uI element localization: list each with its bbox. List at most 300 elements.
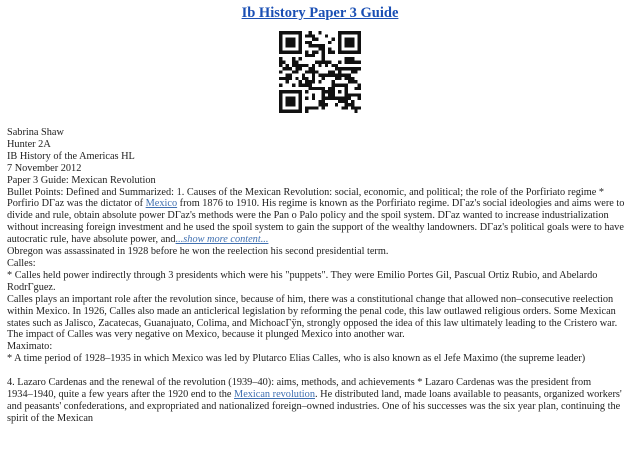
qr-module (279, 41, 282, 44)
qr-module (351, 51, 354, 54)
qr-module (351, 100, 354, 103)
qr-module (292, 44, 295, 47)
qr-module (279, 83, 282, 86)
qr-module (315, 106, 318, 109)
qr-module (348, 57, 351, 60)
qr-module (318, 100, 321, 103)
text-line: The impact of Calles was very negative on Mexico, because it plunged Mexico into another war. (7, 329, 405, 341)
qr-module (299, 100, 302, 103)
qr-module (299, 90, 302, 93)
qr-module (358, 87, 361, 90)
qr-module (312, 106, 315, 109)
qr-module (302, 77, 305, 80)
qr-module (305, 106, 308, 109)
qr-module (312, 64, 315, 67)
qr-module (358, 67, 361, 70)
qr-module (279, 97, 282, 100)
qr-module (358, 51, 361, 54)
qr-module (312, 34, 315, 37)
qr-module (302, 64, 305, 67)
qr-module (345, 100, 348, 103)
qr-module (302, 74, 305, 77)
qr-module (331, 74, 334, 77)
qr-module (351, 44, 354, 47)
qr-module (299, 41, 302, 44)
qr-module (325, 34, 328, 37)
qr-module (318, 74, 321, 77)
qr-module (335, 97, 338, 100)
qr-module (358, 31, 361, 34)
qr-module (322, 74, 325, 77)
qr-module (322, 90, 325, 93)
qr-module (295, 77, 298, 80)
qr-module (338, 70, 341, 73)
qr-module (341, 97, 344, 100)
qr-module (338, 83, 341, 86)
text-line: without increasing foreign investment and he used the spoil system to gain the support of the wealthy landowners. DΓaz's political goals were to have (7, 222, 624, 234)
qr-module (322, 47, 325, 50)
text-line: divide and rule, obtain absolute power DΓaz's methods were the Pan o Palo policy and the spoil system. DΓaz wanted to increase industrialization (7, 210, 609, 222)
qr-module (299, 103, 302, 106)
qr-module (292, 38, 295, 41)
qr-module (345, 77, 348, 80)
qr-module (328, 70, 331, 73)
qr-module (338, 77, 341, 80)
text-line: * A time period of 1928–1935 in which Mexico was led by Plutarco Elias Calles, who is also known as el Jefe Maximo (the supreme leader) (7, 353, 586, 365)
qr-module (305, 41, 308, 44)
qr-module (348, 77, 351, 80)
qr-module (348, 44, 351, 47)
qr-module (299, 64, 302, 67)
qr-module (322, 87, 325, 90)
qr-module (354, 80, 357, 83)
qr-module (279, 77, 282, 80)
qr-module (331, 83, 334, 86)
qr-module (358, 44, 361, 47)
qr-module (289, 51, 292, 54)
qr-module (318, 87, 321, 90)
qr-module (279, 34, 282, 37)
qr-module (338, 67, 341, 70)
qr-module (348, 51, 351, 54)
qr-module (292, 100, 295, 103)
qr-module (279, 57, 282, 60)
qr-module (305, 83, 308, 86)
qr-module (292, 31, 295, 34)
qr-module (331, 93, 334, 96)
qr-module (309, 54, 312, 57)
qr-module (325, 90, 328, 93)
qr-module (305, 70, 308, 73)
text-line: Porfirio DΓaz was the dictator of Mexico from 1876 to 1910. His regime is known as the Porfiriato regime. DΓaz's social ideologies and aims were to (7, 198, 625, 210)
qr-module (351, 106, 354, 109)
qr-module (348, 41, 351, 44)
qr-module (335, 83, 338, 86)
qr-module (282, 31, 285, 34)
qr-module (305, 80, 308, 83)
qr-module (351, 103, 354, 106)
qr-module (325, 61, 328, 64)
qr-module (279, 100, 282, 103)
qr-module (341, 31, 344, 34)
qr-module (302, 83, 305, 86)
text-line: states such as Jalisco, Zacatecas, Guanajuato, Colima, and MichoacΓÿn, strongly opposed the idea of this law ultimately leading to the Cristero war. (7, 317, 618, 329)
qr-module (286, 38, 289, 41)
qr-module (338, 61, 341, 64)
qr-module (322, 103, 325, 106)
qr-module (322, 100, 325, 103)
qr-module (325, 103, 328, 106)
qr-module (305, 64, 308, 67)
qr-module (305, 90, 308, 93)
course-line: IB History of the Americas HL (7, 150, 135, 162)
essay-heading: Paper 3 Guide: Mexican Revolution (7, 174, 156, 186)
qr-module (312, 70, 315, 73)
qr-module (292, 97, 295, 100)
qr-module (295, 31, 298, 34)
qr-module (295, 90, 298, 93)
qr-module (292, 57, 295, 60)
qr-module (279, 44, 282, 47)
qr-module (309, 83, 312, 86)
qr-module (328, 47, 331, 50)
qr-module (292, 51, 295, 54)
qr-module (282, 77, 285, 80)
qr-module (289, 41, 292, 44)
qr-module (358, 61, 361, 64)
qr-module (289, 31, 292, 34)
qr-module (322, 93, 325, 96)
qr-module (331, 70, 334, 73)
qr-module (354, 61, 357, 64)
qr-module (338, 90, 341, 93)
qr-module (279, 51, 282, 54)
title-link[interactable]: Ib History Paper 3 Guide (241, 5, 399, 21)
qr-module (299, 38, 302, 41)
qr-module (335, 77, 338, 80)
text-line: spirit of the Mexican (7, 412, 94, 424)
qr-module (286, 110, 289, 113)
qr-module (345, 41, 348, 44)
qr-module (341, 74, 344, 77)
qr-module (292, 83, 295, 86)
author-line: Sabrina Shaw (7, 127, 64, 138)
qr-module (312, 74, 315, 77)
qr-module (312, 67, 315, 70)
qr-module (322, 51, 325, 54)
qr-module (354, 70, 357, 73)
qr-module (289, 44, 292, 47)
qr-module (341, 67, 344, 70)
qr-module (286, 100, 289, 103)
qr-module (338, 44, 341, 47)
qr-module (282, 110, 285, 113)
qr-module (292, 64, 295, 67)
qr-module (341, 106, 344, 109)
qr-module (338, 97, 341, 100)
qr-module (299, 57, 302, 60)
qr-module (348, 31, 351, 34)
qr-module (299, 97, 302, 100)
qr-module (328, 61, 331, 64)
qr-module (351, 70, 354, 73)
qr-module (345, 97, 348, 100)
qr-module (295, 61, 298, 64)
qr-module (348, 38, 351, 41)
qr-module (292, 70, 295, 73)
qr-module (345, 67, 348, 70)
qr-module (351, 93, 354, 96)
text-line: Obregon was assassinated in 1928 before he won the reelection his second presidential term. (7, 246, 389, 258)
qr-module (322, 97, 325, 100)
qr-module (286, 74, 289, 77)
qr-module (315, 51, 318, 54)
qr-code-icon (279, 31, 361, 113)
qr-module (345, 31, 348, 34)
qr-module (315, 87, 318, 90)
qr-module (289, 38, 292, 41)
qr-module (299, 67, 302, 70)
qr-module (286, 77, 289, 80)
qr-module (279, 110, 282, 113)
qr-module (358, 97, 361, 100)
qr-module (341, 100, 344, 103)
qr-module (348, 93, 351, 96)
qr-module (295, 67, 298, 70)
qr-module (338, 38, 341, 41)
qr-module (289, 97, 292, 100)
qr-module (292, 103, 295, 106)
qr-module (289, 100, 292, 103)
qr-module (331, 97, 334, 100)
qr-module (309, 44, 312, 47)
qr-module (318, 61, 321, 64)
text-line: 1934–1940, quite a few years after the 1920 end to the Mexican revolution. He distributed land, made loans available to peasants, organized workers' (7, 388, 622, 400)
qr-module (328, 51, 331, 54)
qr-module (345, 44, 348, 47)
qr-module (289, 74, 292, 77)
qr-module (309, 106, 312, 109)
qr-module (312, 77, 315, 80)
qr-module (328, 90, 331, 93)
qr-module (341, 51, 344, 54)
mexico-link[interactable]: Mexico (145, 198, 178, 210)
qr-module (351, 77, 354, 80)
qr-module (309, 41, 312, 44)
qr-module (295, 64, 298, 67)
qr-module (286, 51, 289, 54)
qr-module (318, 44, 321, 47)
qr-module (305, 34, 308, 37)
qr-module (286, 41, 289, 44)
qr-module (322, 54, 325, 57)
qr-module (335, 67, 338, 70)
qr-module (345, 61, 348, 64)
paragraph-gap (7, 365, 635, 377)
qr-module (345, 83, 348, 86)
qr-module (299, 106, 302, 109)
qr-module (358, 106, 361, 109)
qr-module (358, 93, 361, 96)
qr-module (305, 110, 308, 113)
qr-module (354, 93, 357, 96)
qr-module (348, 74, 351, 77)
qr-module (292, 90, 295, 93)
qr-module (328, 87, 331, 90)
qr-module (286, 97, 289, 100)
qr-module (279, 70, 282, 73)
qr-module (286, 103, 289, 106)
qr-module (338, 34, 341, 37)
qr-module (322, 77, 325, 80)
qr-module (315, 38, 318, 41)
text-line: Bullet Points: Defined and Summarized: 1. Causes of the Mexican Revolution: social, economic, and political; the role of the Porfiriato regime * (7, 186, 605, 198)
qr-module (351, 41, 354, 44)
qr-module (345, 90, 348, 93)
qr-module (299, 51, 302, 54)
qr-module (335, 64, 338, 67)
qr-module (318, 64, 321, 67)
qr-module (331, 38, 334, 41)
qr-module (331, 87, 334, 90)
qr-module (312, 54, 315, 57)
mexican-revolution-link[interactable]: Mexican revolution (234, 388, 315, 400)
qr-module (322, 57, 325, 60)
qr-module (318, 31, 321, 34)
qr-module (338, 100, 341, 103)
qr-module (299, 44, 302, 47)
qr-module (299, 110, 302, 113)
qr-module (338, 41, 341, 44)
show-more-link[interactable]: ...show more content... (175, 234, 269, 246)
qr-module (354, 87, 357, 90)
qr-module (299, 93, 302, 96)
qr-module (286, 44, 289, 47)
qr-module (331, 64, 334, 67)
qr-module (299, 47, 302, 50)
qr-module (289, 90, 292, 93)
text-line: within Mexico. In 1926, Calles also made an anticlerical legislation by reforming the penal code, this law outlawed religious orders. Some Mexican (7, 305, 616, 317)
qr-module (279, 38, 282, 41)
qr-module (289, 67, 292, 70)
qr-module (328, 74, 331, 77)
text-line: autocratic rule, have absolute power, and...show more content... (7, 234, 269, 246)
qr-module (345, 103, 348, 106)
qr-module (309, 31, 312, 34)
qr-module (338, 31, 341, 34)
qr-module (286, 31, 289, 34)
qr-module (318, 80, 321, 83)
qr-module (348, 103, 351, 106)
qr-module (328, 97, 331, 100)
qr-module (345, 93, 348, 96)
qr-module (289, 103, 292, 106)
qr-module (312, 38, 315, 41)
qr-module (358, 38, 361, 41)
qr-module (279, 31, 282, 34)
qr-module (289, 110, 292, 113)
text-line: RodrΓguez. (7, 281, 56, 293)
qr-module (295, 110, 298, 113)
qr-module (299, 31, 302, 34)
qr-module (282, 67, 285, 70)
qr-module (325, 97, 328, 100)
qr-module (309, 80, 312, 83)
page-title (0, 5, 640, 22)
qr-module (345, 87, 348, 90)
qr-module (358, 83, 361, 86)
qr-module (309, 87, 312, 90)
qr-module (322, 106, 325, 109)
qr-module (286, 64, 289, 67)
qr-module (331, 51, 334, 54)
section-label: Calles: (7, 257, 36, 269)
qr-module (351, 38, 354, 41)
qr-module (338, 74, 341, 77)
qr-module (328, 93, 331, 96)
qr-module (315, 70, 318, 73)
qr-module (286, 80, 289, 83)
qr-module (286, 90, 289, 93)
qr-module (292, 41, 295, 44)
qr-module (282, 61, 285, 64)
qr-module (312, 97, 315, 100)
qr-module (282, 51, 285, 54)
qr-module (305, 54, 308, 57)
qr-module (318, 47, 321, 50)
section-label: Maximato: (7, 341, 53, 353)
qr-module (345, 57, 348, 60)
qr-module (341, 83, 344, 86)
qr-module (345, 106, 348, 109)
qr-module (345, 38, 348, 41)
qr-module (318, 103, 321, 106)
qr-module (312, 93, 315, 96)
qr-module (305, 77, 308, 80)
qr-module (345, 74, 348, 77)
text-line: Calles plays an important role after the revolution since, because of him, there was a constitutional change that allowed non–consecutive reelection (7, 293, 614, 305)
qr-module (315, 44, 318, 47)
qr-module (354, 110, 357, 113)
qr-module (331, 80, 334, 83)
qr-module (312, 87, 315, 90)
qr-module (354, 31, 357, 34)
qr-module (335, 103, 338, 106)
qr-module (282, 90, 285, 93)
qr-module (279, 106, 282, 109)
qr-module (279, 90, 282, 93)
qr-module (312, 51, 315, 54)
qr-module (338, 47, 341, 50)
qr-module (325, 64, 328, 67)
qr-module (354, 67, 357, 70)
qr-module (312, 80, 315, 83)
qr-module (351, 57, 354, 60)
qr-module (354, 106, 357, 109)
qr-module (348, 61, 351, 64)
qr-module (289, 77, 292, 80)
date-line: 7 November 2012 (7, 162, 82, 174)
qr-module (328, 41, 331, 44)
qr-module (292, 110, 295, 113)
qr-module (279, 64, 282, 67)
qr-module (315, 61, 318, 64)
qr-module (279, 93, 282, 96)
qr-module (309, 67, 312, 70)
teacher-line: Hunter 2A (7, 138, 51, 150)
qr-module (322, 61, 325, 64)
qr-module (338, 51, 341, 54)
